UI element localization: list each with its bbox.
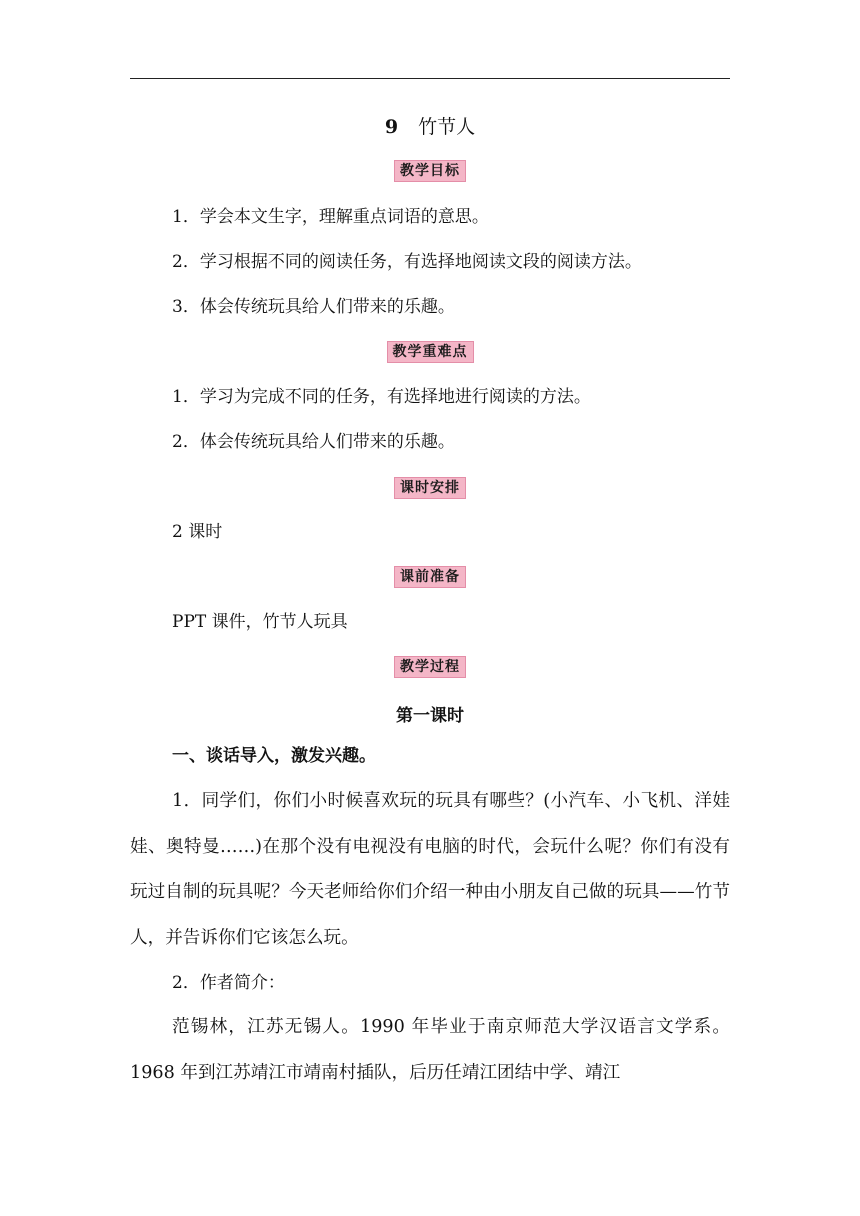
key-points-section-tag: 教学重难点 — [387, 341, 474, 363]
process-section-tag: 教学过程 — [394, 656, 466, 678]
author-bio-paragraph: 范锡林，江苏无锡人。1990 年毕业于南京师范大学汉语言文学系。1968 年到江苏靖江市靖南村插队，后历任靖江团结中学、靖江 — [130, 1017, 730, 1083]
step1-heading: 一、谈话导入，激发兴趣。 — [172, 746, 376, 766]
objective-item-3: 3．体会传统玩具给人们带来的乐趣。 — [172, 297, 455, 317]
objective-item-2: 2．学习根据不同的阅读任务，有选择地阅读文段的阅读方法。 — [172, 252, 642, 272]
objectives-section-tag-wrap — [0, 160, 860, 182]
schedule-text: 2 课时 — [172, 522, 223, 542]
step1-paragraph-1: 1．同学们，你们小时候喜欢玩的玩具有哪些？(小汽车、小飞机、洋娃娃、奥特曼……)在那个没有电视没有电脑的时代，会玩什么呢？你们有没有玩过自制的玩具呢？今天老师给你们介绍一种由小朋友自己做的玩具——竹节人，并告诉你们它该怎么玩。 — [130, 791, 730, 948]
objectives-section-tag: 教学目标 — [394, 160, 466, 182]
objective-item-1: 1．学会本文生字，理解重点词语的意思。 — [172, 207, 489, 227]
key-point-item-1: 1．学习为完成不同的任务，有选择地进行阅读的方法。 — [172, 387, 591, 407]
preparation-section-tag: 课前准备 — [394, 566, 466, 588]
preparation-text: PPT 课件，竹节人玩具 — [172, 612, 348, 632]
lesson-title — [130, 115, 730, 139]
process-section-tag-wrap — [0, 656, 860, 678]
lesson-number: 9 — [384, 116, 399, 138]
schedule-section-tag: 课时安排 — [394, 477, 466, 499]
preparation-section-tag-wrap — [0, 566, 860, 588]
first-lesson-heading: 第一课时 — [396, 706, 464, 726]
schedule-section-tag-wrap — [0, 477, 860, 499]
lesson-name: 竹节人 — [418, 116, 476, 138]
key-points-section-tag-wrap — [0, 341, 860, 363]
key-point-item-2: 2．体会传统玩具给人们带来的乐趣。 — [172, 432, 455, 452]
header-rule — [130, 78, 730, 79]
step1-paragraph-2: 2．作者简介： — [172, 973, 285, 993]
